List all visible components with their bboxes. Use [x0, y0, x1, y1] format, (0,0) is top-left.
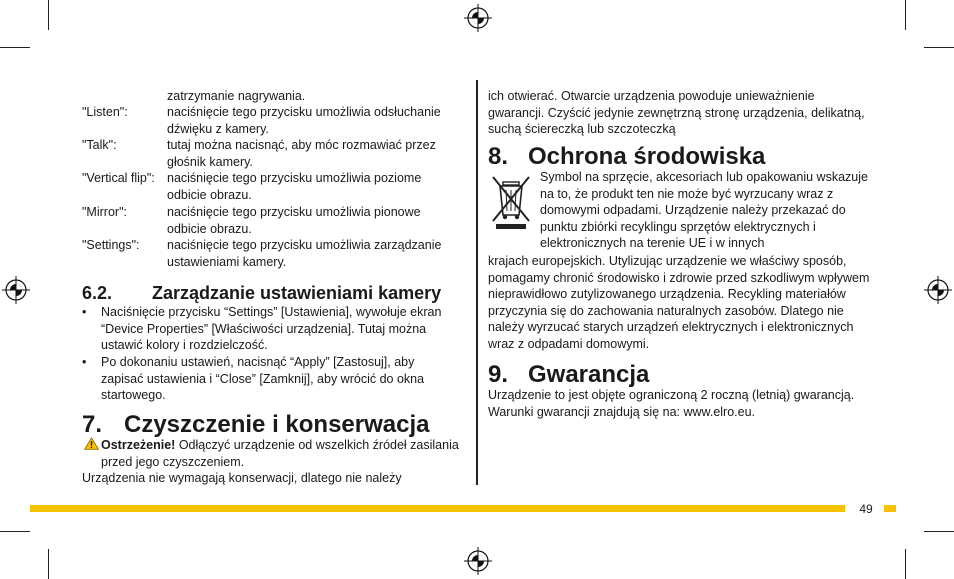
section-heading-9 [488, 361, 649, 389]
bullet-glyph: • [82, 305, 87, 319]
section-title: Czyszczenie i konserwacja [124, 411, 430, 438]
crop-mark [48, 549, 49, 579]
column-divider [476, 80, 478, 485]
definition-desc: tutaj można nacisnąć, aby móc rozmawiać przez głośnik kamery. [167, 138, 436, 169]
warning-label: Ostrzeżenie! [101, 438, 176, 452]
maintenance-text: Urządzenia nie wymagają konserwacji, dlatego nie należy [82, 471, 402, 485]
footer-bar [30, 505, 845, 512]
definition-desc: naciśnięcie tego przycisku umożliwia poziome odbicie obrazu. [167, 171, 422, 202]
crop-mark [924, 531, 954, 532]
warning-icon [84, 437, 99, 450]
crop-mark [905, 0, 906, 30]
definition-desc: naciśnięcie tego przycisku umożliwia pionowe odbicie obrazu. [167, 205, 421, 236]
section-heading-8 [488, 143, 765, 171]
page-number: 49 [859, 502, 873, 516]
section-title: Gwarancja [528, 361, 650, 388]
warning-paragraph [101, 437, 459, 470]
bullet-glyph: • [82, 355, 87, 369]
bullet-item: Po dokonaniu ustawień, nacisnąć “Apply” [Zastosuj], aby zapisać ustawienia i “Close” [Zamknij], aby wrócić do okna startowego. [101, 355, 425, 403]
definition-term: "Talk": [82, 138, 117, 152]
crop-mark [48, 0, 49, 30]
footer-bar-end [884, 505, 896, 512]
weee-text-full: krajach europejskich. Utylizując urządzenie we właściwy sposób, pomagamy chronić środowisko i zdrowie przed szkodliwym wpływem nieprawidłowo zutylizowanego urządzenia. Recykling materiałów przyczynia się do zachowania naturalnych zasobów. Dlatego nie należy wyrzucać starych urządzeń elektrycznych i elektronicznych wraz z odpadami domowymi. [488, 254, 870, 351]
intro-continuation: zatrzymanie nagrywania. [167, 89, 306, 103]
section-number: 8. [488, 143, 509, 170]
registration-mark-icon [464, 4, 492, 32]
warranty-text: Urządzenie to jest objęte ograniczoną 2 roczną (letnią) gwarancją. Warunki gwarancji znajdują się na: www.elro.eu. [488, 388, 855, 419]
crop-mark [905, 549, 906, 579]
section-title: Ochrona środowiska [528, 143, 766, 170]
section-heading-7 [82, 411, 429, 439]
section-title: Zarządzanie ustawieniami kamery [152, 283, 442, 303]
registration-mark-icon [2, 276, 30, 304]
weee-text-wrapped: Symbol na sprzęcie, akcesoriach lub opakowaniu wskazuje na to, że produkt ten nie może być wyrzucany wraz z domowymi odpadami. Urządzenie należy przekazać do punktu zbiórki recyklingu sprzętów elektrycznych i elektronicznych na terenie UE i w innych [540, 170, 868, 251]
registration-mark-icon [464, 547, 492, 575]
definition-term: "Settings": [82, 238, 140, 252]
bullet-item: Naciśnięcie przycisku “Settings” [Ustawienia], wywołuje ekran “Device Properties” [Właściwości urządzenia]. Tutaj można ustawić kolory i rozdzielczość. [101, 305, 442, 353]
crop-mark [924, 47, 954, 48]
definition-term: "Vertical flip": [82, 171, 155, 185]
crop-mark [0, 47, 30, 48]
definition-desc: naciśnięcie tego przycisku umożliwia odsłuchanie dźwięku z kamery. [167, 105, 441, 136]
registration-mark-icon [924, 276, 952, 304]
definition-term: "Mirror": [82, 205, 127, 219]
section-number: 6.2. [82, 283, 113, 303]
section-number: 9. [488, 361, 509, 388]
right-continuation: ich otwierać. Otwarcie urządzenia powoduje unieważnienie gwarancji. Czyścić jedynie zewnętrzną stronę urządzenia, delikatną, suchą ściereczką lub szczoteczką [488, 89, 865, 137]
section-number: 7. [82, 411, 103, 438]
definition-desc: naciśnięcie tego przycisku umożliwia zarządzanie ustawieniami kamery. [167, 238, 442, 269]
crop-mark [0, 531, 30, 532]
weee-crossed-bin-icon [490, 173, 532, 233]
warning-text: Odłączyć urządzenie od wszelkich źródeł zasilania przed jego czyszczeniem. [101, 438, 459, 469]
definition-term: "Listen": [82, 105, 128, 119]
section-heading-6-2 [82, 282, 441, 304]
